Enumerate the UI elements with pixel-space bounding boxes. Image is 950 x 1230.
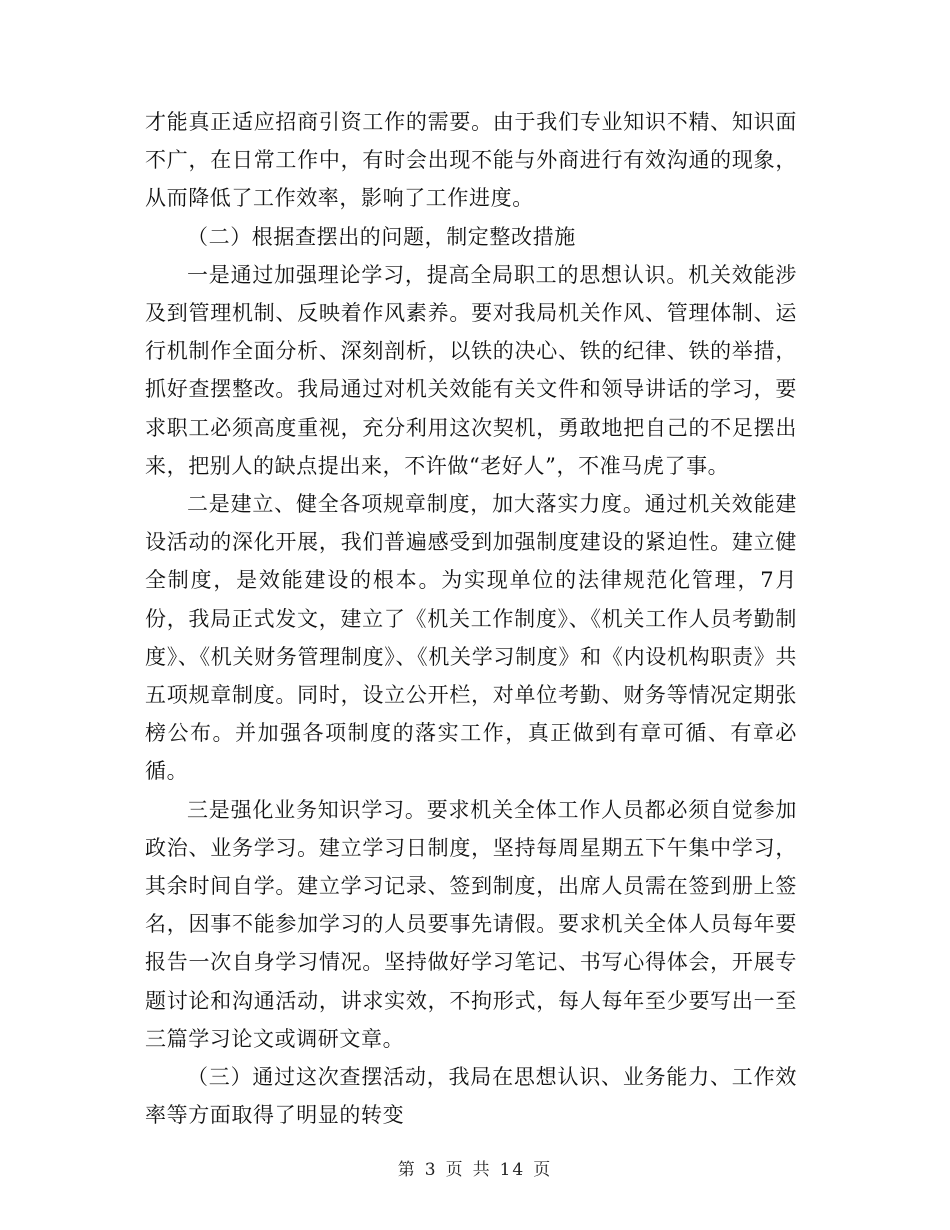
document-body bbox=[145, 103, 797, 1134]
footer-prefix: 第 bbox=[397, 1160, 417, 1180]
footer-current-page: 3 bbox=[424, 1160, 438, 1180]
footer-total-word: 共 bbox=[472, 1160, 492, 1180]
paragraph-measure-2: 二是建立、健全各项规章制度，加大落实力度。通过机关效能建设活动的深化开展，我们普遍感受到加强制度建设的紧迫性。建立健全制度，是效能建设的根本。为实现单位的法律规范化管理，7月份，我局正式发文，建立了《机关工作制度》、《机关工作人员考勤制度》、《机关财务管理制度》、《机关学习制度》和《内设机构职责》共五项规章制度。同时，设立公开栏，对单位考勤、财务等情况定期张榜公布。并加强各项制度的落实工作，真正做到有章可循、有章必循。 bbox=[145, 492, 797, 784]
paragraph-measure-3: 三是强化业务知识学习。要求机关全体工作人员都必须自觉参加政治、业务学习。建立学习日制度，坚持每周星期五下午集中学习，其余时间自学。建立学习记录、签到制度，出席人员需在签到册上签名，因事不能参加学习的人员要事先请假。要求机关全体人员每年要报告一次自身学习情况。坚持做好学习笔记、书写心得体会，开展专题讨论和沟通活动，讲求实效，不拘形式，每人每年至少要写出一至三篇学习论文或调研文章。 bbox=[145, 797, 797, 1051]
footer-page-word: 页 bbox=[445, 1160, 465, 1180]
paragraph-measure-1: 一是通过加强理论学习，提高全局职工的思想认识。机关效能涉及到管理机制、反映着作风素养。要对我局机关作风、管理体制、运行机制作全面分析、深刻剖析，以铁的决心、铁的纪律、铁的举措，抓好查摆整改。我局通过对机关效能有关文件和领导讲话的学习，要求职工必须高度重视，充分利用这次契机，勇敢地把自己的不足摆出来，把别人的缺点提出来，不许做“老好人”，不准马虎了事。 bbox=[145, 262, 797, 478]
section-heading-2: （二）根据查摆出的问题，制定整改措施 bbox=[187, 224, 576, 249]
page-footer bbox=[0, 1155, 950, 1180]
paragraph-continuation: 才能真正适应招商引资工作的需要。由于我们专业知识不精、知识面不广，在日常工作中，有时会出现不能与外商进行有效沟通的现象，从而降低了工作效率，影响了工作进度。 bbox=[145, 110, 797, 211]
footer-suffix: 页 bbox=[533, 1160, 553, 1180]
footer-total-pages: 14 bbox=[499, 1160, 526, 1180]
section-heading-3: （三）通过这次查摆活动，我局在思想认识、业务能力、工作效率等方面取得了明显的转变 bbox=[145, 1065, 797, 1128]
